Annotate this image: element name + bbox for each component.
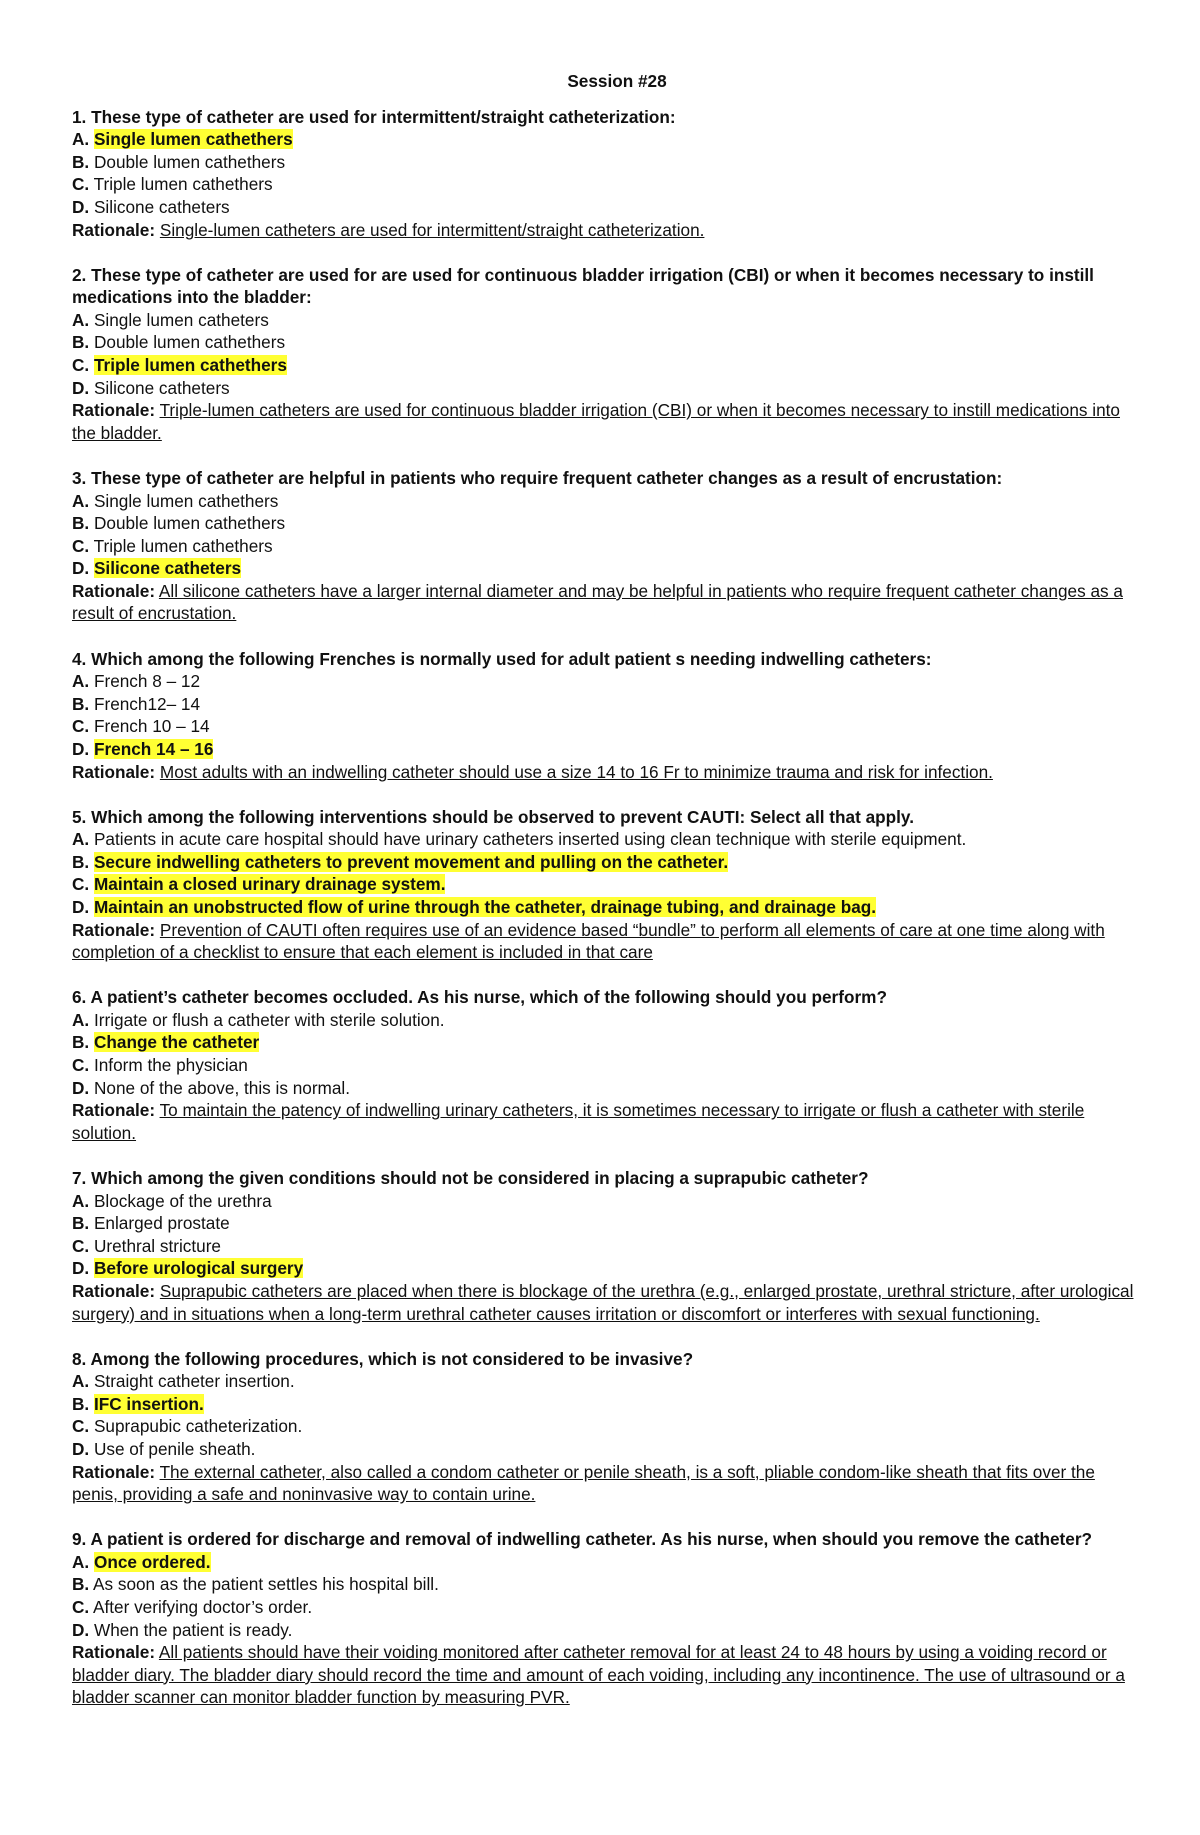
question-text — [72, 467, 1142, 490]
question-text — [72, 1348, 1142, 1371]
option-letter: C. — [72, 1055, 90, 1076]
option-letter: C. — [72, 716, 90, 737]
answer-option-correct — [72, 873, 1142, 896]
answer-option — [72, 1619, 1142, 1642]
question-number: 4. — [72, 648, 87, 669]
question-stem: These type of catheter are helpful in patients who require frequent catheter changes as a result of encrustation: — [91, 467, 1003, 488]
option-letter: C. — [72, 174, 90, 195]
rationale-text: Suprapubic catheters are placed when there is blockage of the urethra (e.g., enlarged prostate, urethral stricture, after urological surgery) and in situations when a long-term urethral catheter causes irritation or discomfort or interferes with sexual functioning. — [72, 1280, 1134, 1324]
option-letter: D. — [72, 377, 90, 398]
question-block — [72, 1167, 1142, 1325]
option-letter: D. — [72, 1258, 90, 1279]
question-text — [72, 648, 1142, 671]
option-text: Once ordered. — [93, 1551, 211, 1572]
option-text: Enlarged prostate — [93, 1213, 230, 1234]
option-letter: A. — [72, 1190, 90, 1211]
option-text: Double lumen cathethers — [93, 332, 286, 353]
option-text: Silicone catheters — [93, 196, 230, 217]
question-number: 7. — [72, 1167, 87, 1188]
option-text: IFC insertion. — [93, 1393, 204, 1414]
option-text: Suprapubic catheterization. — [93, 1416, 303, 1437]
answer-option — [72, 377, 1142, 400]
question-number: 6. — [72, 987, 87, 1008]
rationale-text: All patients should have their voiding monitored after catheter removal for at least 24 to 48 hours by using a voiding record or bladder diary. The bladder diary should record the time and amount of each voiding, including any incontinence. The use of ultrasound or a bladder scanner can monitor bladder function by measuring PVR. — [72, 1642, 1125, 1708]
answer-option — [72, 331, 1142, 354]
option-letter: D. — [72, 897, 90, 917]
question-stem: These type of catheter are used for intermittent/straight catheterization: — [91, 106, 676, 127]
answer-option-correct — [72, 128, 1142, 151]
rationale-text: The external catheter, also called a condom catheter or penile sheath, is a soft, pliable condom-like sheath that fits over the penis, providing a safe and noninvasive way to contain urine. — [72, 1461, 1095, 1505]
option-text: None of the above, this is normal. — [93, 1077, 351, 1098]
answer-option — [72, 1370, 1142, 1393]
question-stem: Among the following procedures, which is not considered to be invasive? — [90, 1348, 694, 1369]
option-letter: C. — [72, 535, 90, 556]
question-stem: Which among the following interventions should be observed to prevent CAUTI: Select all that apply. — [91, 806, 914, 827]
option-letter: A. — [72, 309, 90, 330]
answer-option — [72, 1009, 1142, 1032]
option-letter: B. — [72, 513, 90, 534]
answer-option — [72, 512, 1142, 535]
option-text: Silicone catheters — [93, 377, 230, 398]
option-text: Maintain a closed urinary drainage system. — [93, 874, 446, 895]
option-letter: C. — [72, 874, 90, 895]
option-letter: D. — [72, 1438, 90, 1459]
rationale — [72, 761, 1142, 784]
option-letter: D. — [72, 558, 90, 579]
question-block — [72, 1528, 1142, 1709]
rationale-label: Rationale: — [72, 1461, 156, 1482]
option-text: Double lumen cathethers — [93, 513, 286, 534]
question-number: 1. — [72, 106, 87, 127]
rationale-label: Rationale: — [72, 761, 156, 782]
option-letter: B. — [72, 851, 90, 872]
rationale-text: Most adults with an indwelling catheter should use a size 14 to 16 Fr to minimize trauma and risk for infection. — [159, 761, 993, 782]
option-text: French 10 – 14 — [93, 716, 210, 737]
question-list — [72, 106, 1142, 1709]
question-text — [72, 1167, 1142, 1190]
option-letter: A. — [72, 490, 90, 511]
option-text: Triple lumen cathethers — [93, 355, 287, 376]
option-text: French 8 – 12 — [93, 671, 201, 692]
answer-option — [72, 670, 1142, 693]
rationale-text: Prevention of CAUTI often requires use of an evidence based “bundle” to perform all elements of care at one time along with completion of a checklist to ensure that each element is included in that care — [72, 919, 1105, 963]
option-text: Irrigate or flush a catheter with sterile solution. — [93, 1009, 445, 1030]
question-text — [72, 106, 1142, 129]
answer-option-correct — [72, 557, 1142, 580]
option-text: Maintain an unobstructed flow of urine through the catheter, drainage tubing, and drainage bag. — [93, 897, 877, 917]
question-block — [72, 106, 1142, 242]
document-page — [72, 70, 1142, 1732]
option-text: Single lumen cathethers — [93, 129, 293, 150]
answer-option-correct — [72, 1257, 1142, 1280]
answer-option — [72, 1077, 1142, 1100]
option-text: When the patient is ready. — [93, 1619, 293, 1640]
option-text: Urethral stricture — [93, 1235, 221, 1256]
option-letter: C. — [72, 1597, 90, 1618]
answer-option-correct — [72, 354, 1142, 377]
option-text: Triple lumen cathethers — [93, 174, 273, 195]
rationale — [72, 1641, 1142, 1709]
rationale — [72, 580, 1142, 625]
option-text: Double lumen cathethers — [93, 151, 286, 172]
option-letter: B. — [72, 1032, 90, 1053]
question-stem: A patient’s catheter becomes occluded. As his nurse, which of the following should you perform? — [90, 987, 887, 1008]
rationale-label: Rationale: — [72, 400, 156, 421]
option-letter: B. — [72, 1574, 90, 1595]
rationale — [72, 399, 1142, 444]
answer-option-correct — [72, 851, 1142, 874]
option-letter: C. — [72, 1416, 90, 1437]
option-text: Triple lumen cathethers — [93, 535, 273, 556]
rationale-text: Single-lumen catheters are used for intermittent/straight catheterization. — [159, 219, 705, 240]
answer-option — [72, 1596, 1142, 1619]
question-block — [72, 986, 1142, 1144]
question-text — [72, 1528, 1142, 1551]
option-letter: D. — [72, 1619, 90, 1640]
option-letter: B. — [72, 332, 90, 353]
rationale-label: Rationale: — [72, 219, 156, 240]
question-block — [72, 648, 1142, 784]
option-letter: A. — [72, 1009, 90, 1030]
rationale-label: Rationale: — [72, 1280, 156, 1301]
question-stem: A patient is ordered for discharge and removal of indwelling catheter. As his nurse, when should you remove the catheter? — [90, 1529, 1093, 1550]
option-text: Patients in acute care hospital should have urinary catheters inserted using clean technique with sterile equipment. — [93, 829, 967, 850]
option-letter: D. — [72, 738, 90, 759]
option-text: After verifying doctor’s order. — [93, 1597, 313, 1618]
option-text: Inform the physician — [93, 1055, 248, 1076]
question-text — [72, 806, 1142, 829]
question-stem: Which among the given conditions should not be considered in placing a suprapubic catheter? — [91, 1167, 869, 1188]
answer-option — [72, 693, 1142, 716]
option-text: Straight catheter insertion. — [93, 1371, 295, 1392]
option-text: Before urological surgery — [93, 1258, 304, 1279]
rationale-label: Rationale: — [72, 1100, 156, 1121]
option-letter: B. — [72, 151, 90, 172]
option-text: French 14 – 16 — [93, 738, 214, 759]
question-number: 3. — [72, 467, 87, 488]
question-number: 9. — [72, 1529, 87, 1550]
option-letter: A. — [72, 1551, 90, 1572]
answer-option — [72, 1438, 1142, 1461]
option-text: Secure indwelling catheters to prevent movement and pulling on the catheter. — [93, 851, 729, 872]
question-block — [72, 264, 1142, 445]
option-letter: C. — [72, 1235, 90, 1256]
answer-option-correct — [72, 1031, 1142, 1054]
answer-option — [72, 173, 1142, 196]
rationale-text: To maintain the patency of indwelling urinary catheters, it is sometimes necessary to irrigate or flush a catheter with sterile solution. — [72, 1100, 1085, 1143]
answer-option — [72, 309, 1142, 332]
option-text: Silicone catheters — [93, 558, 242, 579]
answer-option — [72, 1212, 1142, 1235]
answer-option — [72, 715, 1142, 738]
option-text: Blockage of the urethra — [93, 1190, 272, 1211]
option-text: Single lumen catheters — [93, 309, 269, 330]
answer-option-correct — [72, 738, 1142, 761]
rationale — [72, 919, 1142, 964]
question-number: 5. — [72, 806, 87, 827]
rationale — [72, 219, 1142, 242]
answer-option-correct — [72, 896, 1142, 919]
answer-option-correct — [72, 1393, 1142, 1416]
option-letter: D. — [72, 196, 90, 217]
question-text — [72, 264, 1142, 309]
answer-option — [72, 1415, 1142, 1438]
rationale-text: Triple-lumen catheters are used for continuous bladder irrigation (CBI) or when it becomes necessary to instill medications into the bladder. — [72, 400, 1120, 443]
option-text: Use of penile sheath. — [93, 1438, 256, 1459]
answer-option — [72, 1573, 1142, 1596]
question-text — [72, 986, 1142, 1009]
option-letter: B. — [72, 1393, 90, 1414]
option-letter: A. — [72, 671, 90, 692]
answer-option — [72, 151, 1142, 174]
option-letter: B. — [72, 1213, 90, 1234]
option-letter: D. — [72, 1077, 90, 1098]
question-block — [72, 806, 1142, 964]
answer-option — [72, 196, 1142, 219]
rationale-text: All silicone catheters have a larger internal diameter and may be helpful in patients who require frequent catheter changes as a result of encrustation. — [72, 580, 1123, 624]
option-letter: A. — [72, 1371, 90, 1392]
rationale — [72, 1461, 1142, 1506]
question-number: 8. — [72, 1348, 87, 1369]
session-title: Session #28 — [567, 71, 667, 91]
question-block — [72, 467, 1142, 625]
rationale-label: Rationale: — [72, 919, 156, 940]
option-text: As soon as the patient settles his hospital bill. — [93, 1574, 439, 1595]
option-letter: A. — [72, 129, 90, 150]
option-text: French12– 14 — [93, 693, 201, 714]
answer-option — [72, 828, 1142, 851]
rationale-label: Rationale: — [72, 1642, 156, 1663]
question-block — [72, 1348, 1142, 1506]
answer-option — [72, 490, 1142, 513]
rationale — [72, 1099, 1142, 1144]
answer-option — [72, 535, 1142, 558]
answer-option — [72, 1235, 1142, 1258]
option-text: Change the catheter — [93, 1032, 260, 1053]
rationale — [72, 1280, 1142, 1325]
option-letter: B. — [72, 693, 90, 714]
option-letter: A. — [72, 829, 90, 850]
answer-option — [72, 1054, 1142, 1077]
question-stem: Which among the following Frenches is normally used for adult patient s needing indwelling catheters: — [91, 648, 932, 669]
rationale-label: Rationale: — [72, 580, 156, 601]
answer-option-correct — [72, 1551, 1142, 1574]
option-text: Single lumen cathethers — [93, 490, 279, 511]
question-stem: These type of catheter are used for are used for continuous bladder irrigation (CBI) or when it becomes necessary to instill medications into the bladder: — [72, 264, 1094, 308]
option-letter: C. — [72, 355, 90, 376]
question-number: 2. — [72, 264, 87, 285]
answer-option — [72, 1190, 1142, 1213]
